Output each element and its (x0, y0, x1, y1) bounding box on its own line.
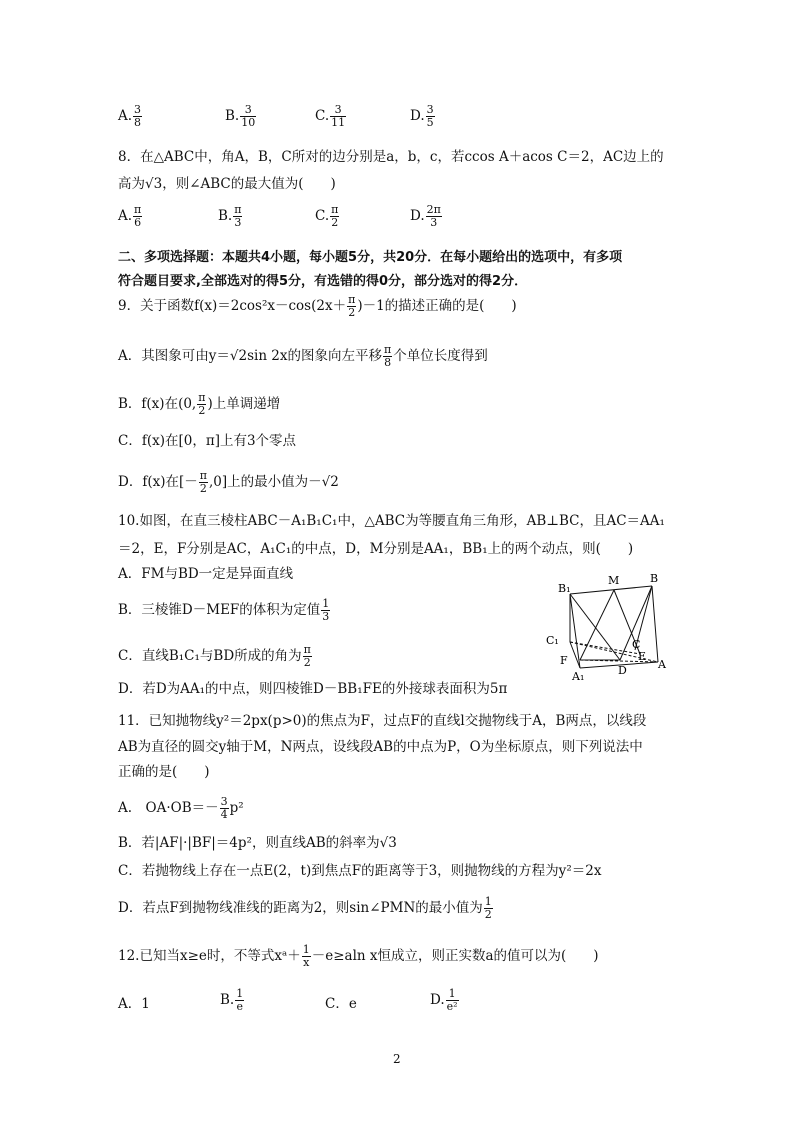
q12-option-a: A．1 (118, 996, 150, 1012)
q8-option-c: C. $\frac{\pi}{2}$ (315, 203, 339, 229)
q10-stem-line1: 10.如图，在直三棱柱ABC－A₁B₁C₁中，△ABC为等腰直角三角形，AB⊥BC，且AC＝AA₁ (118, 513, 665, 529)
q11-stem-line3: 正确的是( ) (118, 764, 210, 780)
q8-stem-line2: 高为√3，则∠ABC的最大值为( ) (118, 176, 336, 192)
q7-option-d: D. $\frac{3}{5}$ (410, 103, 434, 129)
q12-option-b: B. $\frac{1}{e}$ (220, 987, 244, 1013)
q9-stem: 9．关于函数f(x)＝2cos²x－cos(2x＋ $\frac{\pi}{2}$ )－1的描述正确的是( ) (118, 293, 517, 319)
q7-option-a: A. $\frac{3}{8}$ (118, 103, 142, 129)
q12-option-d: D. $\frac{1}{\text{e²}}$ (430, 987, 458, 1013)
q10-stem-line2: ＝2，E，F分别是AC，A₁C₁的中点，D，M分别是AA₁，BB₁上的两个动点，则( ) (118, 541, 634, 557)
q10-option-b: B．三棱锥D－MEF的体积为定值 $\frac{1}{3}$ (118, 597, 330, 623)
q8-option-a: A. $\frac{\pi}{6}$ (118, 203, 142, 229)
fig-label-c: C (632, 638, 641, 651)
section2-heading-line2: 符合题目要求,全部选对的得5分，有选错的得0分，部分选对的得2分． (118, 274, 528, 289)
page-number: 2 (393, 1052, 401, 1066)
q8-stem-line1: 8．在△ABC中，角A，B，C所对的边分别是a，b，c，若ccos A＋acos C＝2，AC边上的 (118, 149, 664, 165)
q11-option-c: C．若抛物线上存在一点E(2，t)到焦点F的距离等于3，则抛物线的方程为y²＝2x (118, 863, 602, 879)
fig-label-m: M (608, 574, 620, 587)
q10-option-d: D．若D为AA₁的中点，则四棱锥D－BB₁FE的外接球表面积为5π (118, 681, 508, 697)
fig-label-d: D (618, 664, 627, 677)
q9-option-c: C．f(x)在[0，π]上有3个零点 (118, 433, 297, 449)
q8-option-b: B. $\frac{\pi}{3}$ (218, 203, 242, 229)
q8-option-d: D. $\frac{2\pi}{3}$ (410, 203, 441, 229)
q11-option-a: A. OA·OB＝－ $\frac{3}{4}$ p² (118, 795, 244, 821)
q7-option-c: C. $\frac{3}{11}$ (315, 103, 346, 129)
q11-option-d: D．若点F到抛物线准线的距离为2，则sin∠PMN的最小值为 $\frac{1}{2}$ (118, 895, 492, 921)
fig-label-e: E (638, 650, 647, 663)
q11-option-b: B．若|AF|·|BF|＝4p²，则直线AB的斜率为√3 (118, 835, 397, 851)
q10-option-c: C．直线B₁C₁与BD所成的角为 $\frac{\pi}{2}$ (118, 643, 311, 669)
q9-option-a: A．其图象可由y＝√2sin 2x的图象向左平移 $\frac{\pi}{8}$ 个单位长度得到 (118, 343, 488, 369)
q9-option-b: B．f(x)在(0, $\frac{\pi}{2}$ )上单调递增 (118, 391, 281, 417)
prism-figure (540, 572, 670, 684)
fig-label-b1: B₁ (558, 582, 571, 595)
q10-option-a: A．FM与BD一定是异面直线 (118, 566, 294, 582)
q12-option-c: C．e (325, 996, 357, 1012)
fig-label-a1: A₁ (572, 670, 585, 683)
fig-label-c1: C₁ (546, 634, 559, 647)
fig-label-b: B (650, 572, 659, 585)
section2-heading-line1: 二、多项选择题：本题共4小题，每小题5分，共20分．在每小题给出的选项中，有多项 (118, 250, 623, 265)
fig-label-a: A (658, 658, 666, 671)
q11-stem-line2: AB为直径的圆交y轴于M，N两点，设线段AB的中点为P，O为坐标原点，则下列说法中 (118, 739, 643, 755)
q9-option-d: D．f(x)在[－ $\frac{\pi}{2}$ ,0]上的最小值为－√2 (118, 469, 339, 495)
q12-stem: 12.已知当x≥e时，不等式xᵃ＋ $\frac{1}{x}$ －e≥aln x恒成立，则正实数a的值可以为( ) (118, 943, 599, 969)
q7-option-b: B. $\frac{3}{10}$ (225, 103, 256, 129)
q11-stem-line1: 11．已知抛物线y²＝2px(p>0)的焦点为F，过点F的直线l交抛物线于A，B两点，以线段 (118, 713, 647, 729)
fig-label-f: F (560, 654, 568, 667)
